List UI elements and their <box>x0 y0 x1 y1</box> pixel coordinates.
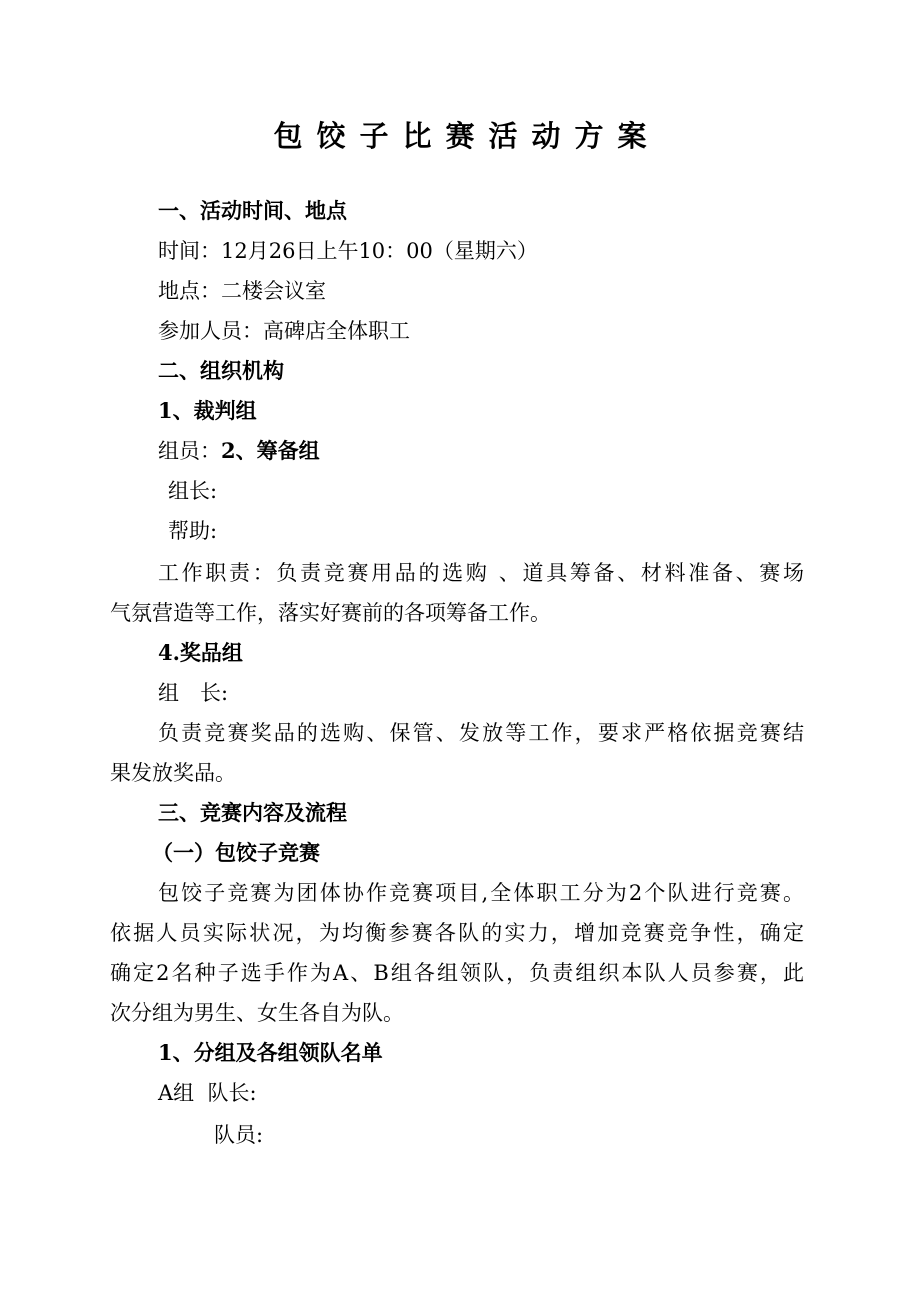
prize-leader-line: 组 长: <box>158 681 229 705</box>
prep-helper-line: 帮助: <box>168 519 218 543</box>
prize-group-heading: 4.奖品组 <box>158 640 243 665</box>
group-a-members-line: 队员: <box>214 1123 264 1147</box>
prep-leader-line: 组长: <box>168 479 218 503</box>
prep-duties-line-1: 工作职责：负责竞赛用品的选购 、道具筹备、材料准备、赛场 <box>158 561 804 585</box>
section-heading-time-place: 一、活动时间、地点 <box>158 198 347 223</box>
contest-paragraph-line-2: 依据人员实际状况，为均衡参赛各队的实力，增加竞赛竞争性，确定 <box>110 921 804 945</box>
members-and-prep-line <box>158 436 320 466</box>
contest-paragraph-line-1: 包饺子竞赛为团体协作竞赛项目,全体职工分为2个队进行竞赛。 <box>158 881 804 905</box>
judges-group-heading: 1、裁判组 <box>158 398 257 423</box>
section-heading-content: 三、竞赛内容及流程 <box>158 800 347 825</box>
prep-duties-line-2: 气氛营造等工作，落实好赛前的各项筹备工作。 <box>110 601 551 625</box>
groups-list-heading: 1、分组及各组领队名单 <box>158 1040 383 1065</box>
place-line: 地点：二楼会议室 <box>158 279 326 303</box>
contest-paragraph-line-4: 次分组为男生、女生各自为队。 <box>110 1001 404 1025</box>
group-a-captain-line: A组 队长: <box>158 1081 257 1105</box>
prize-duties-line-1: 负责竞赛奖品的选购、保管、发放等工作，要求严格依据竞赛结 <box>158 721 804 745</box>
prize-duties-line-2: 果发放奖品。 <box>110 761 236 785</box>
participants-line: 参加人员：高碑店全体职工 <box>158 319 410 343</box>
dumpling-contest-heading: （一）包饺子竞赛 <box>152 840 320 865</box>
prep-group-heading: 2、筹备组 <box>221 438 320 463</box>
members-label: 组员： <box>158 439 221 463</box>
document-title: 包饺子比赛活动方案 <box>273 119 661 153</box>
contest-paragraph-line-3: 确定2名种子选手作为A、B组各组领队，负责组织本队人员参赛，此 <box>110 961 804 985</box>
section-heading-organization: 二、组织机构 <box>158 358 284 383</box>
time-line: 时间：12月26日上午10：00（星期六） <box>158 239 538 263</box>
